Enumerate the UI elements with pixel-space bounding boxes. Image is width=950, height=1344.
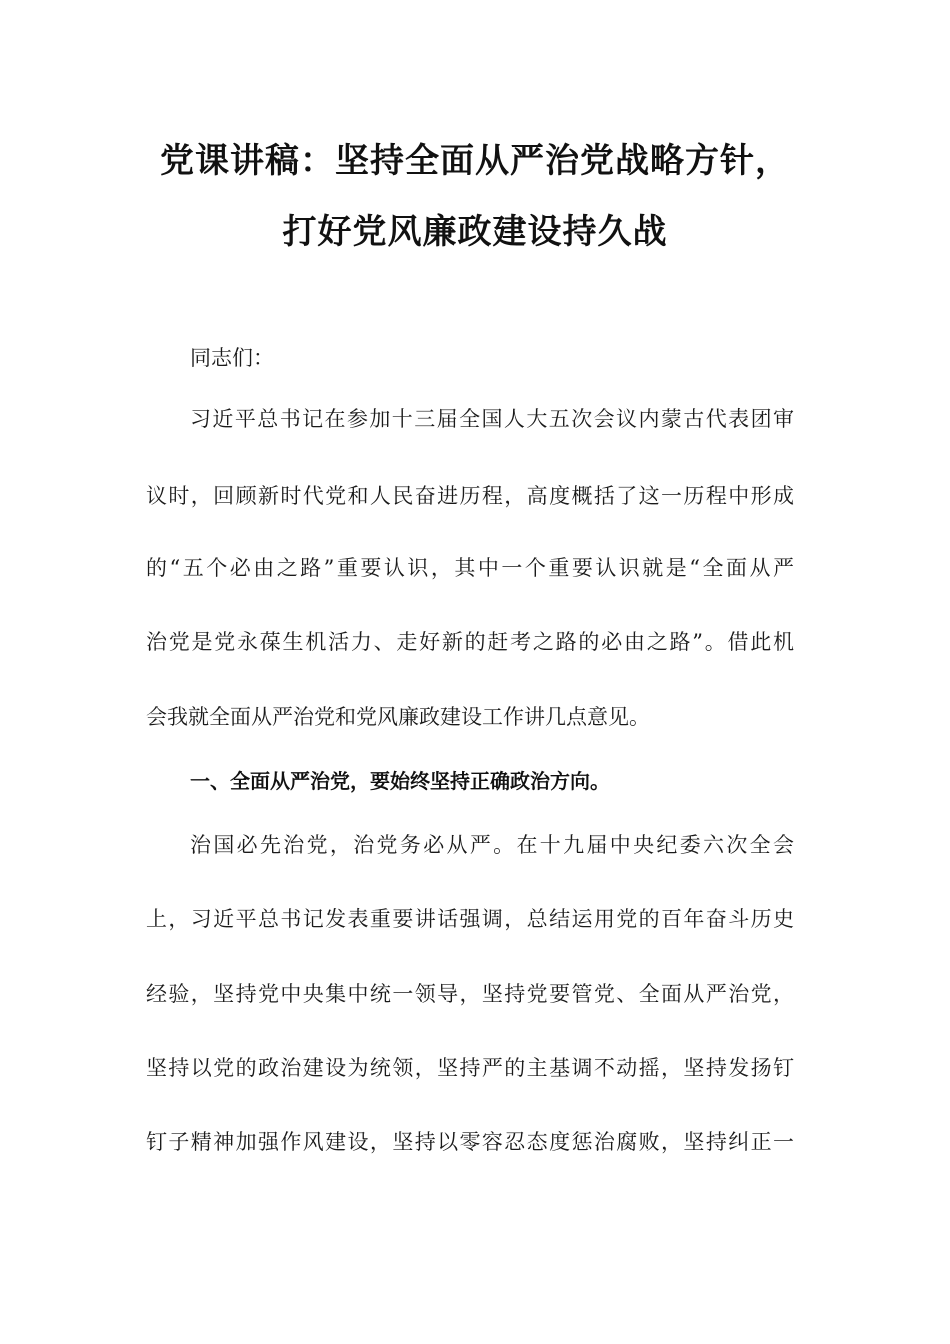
paragraph-1-line-5: 会我就全面从严治党和党风廉政建设工作讲几点意见。 bbox=[146, 705, 650, 729]
paragraph-2-line-2: 上，习近平总书记发表重要讲话强调，总结运用党的百年奋斗历史 bbox=[146, 907, 794, 931]
paragraph-1-line-3: 的“五个必由之路”重要认识，其中一个重要认识就是“全面从严 bbox=[146, 556, 794, 580]
paragraph-2-line-5: 钉子精神加强作风建设，坚持以零容忍态度惩治腐败，坚持纠正一 bbox=[146, 1130, 794, 1154]
paragraph-1-line-4: 治党是党永葆生机活力、走好新的赶考之路的必由之路”。借此机 bbox=[146, 630, 794, 654]
document-title-line-2: 打好党风廉政建设持久战 bbox=[282, 212, 668, 252]
document-title-line-1: 党课讲稿：坚持全面从严治党战略方针， bbox=[160, 141, 790, 181]
paragraph-2-line-1: 治国必先治党，治党务必从严。在十九届中央纪委六次全会 bbox=[190, 833, 794, 857]
paragraph-2-line-3: 经验，坚持党中央集中统一领导，坚持党要管党、全面从严治党， bbox=[146, 982, 794, 1006]
paragraph-1-line-1: 习近平总书记在参加十三届全国人大五次会议内蒙古代表团审 bbox=[190, 407, 794, 431]
section-heading-1: 一、全面从严治党，要始终坚持正确政治方向。 bbox=[190, 769, 610, 793]
paragraph-2-line-4: 坚持以党的政治建设为统领，坚持严的主基调不动摇，坚持发扬钉 bbox=[146, 1056, 794, 1080]
paragraph-1-line-2: 议时，回顾新时代党和人民奋进历程，高度概括了这一历程中形成 bbox=[146, 484, 794, 508]
salutation: 同志们： bbox=[190, 346, 274, 370]
